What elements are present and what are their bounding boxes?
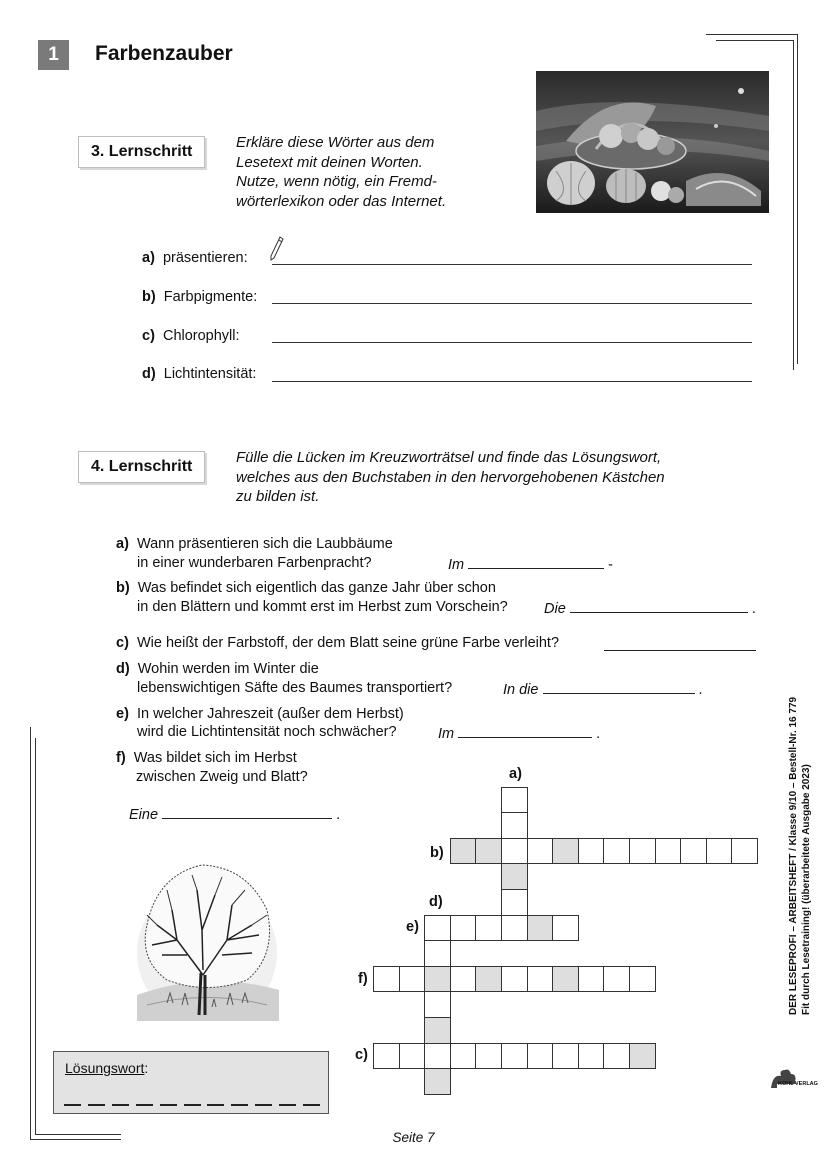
crossword-cell[interactable] bbox=[706, 838, 732, 864]
crossword-cell[interactable] bbox=[629, 966, 656, 992]
question-a-line2 bbox=[137, 554, 372, 574]
definition-letter: b) bbox=[142, 289, 156, 305]
question-text: in einer wunderbaren Farbenpracht? bbox=[137, 555, 372, 571]
question-letter: a) bbox=[116, 536, 129, 552]
question-e bbox=[116, 705, 404, 725]
publisher-name: KOHL VERLAG bbox=[778, 1081, 818, 1087]
crossword-cell-highlighted[interactable] bbox=[552, 838, 579, 864]
question-text: in den Blättern und kommt erst im Herbst zum Vorschein? bbox=[137, 599, 508, 615]
crossword-cell[interactable] bbox=[578, 1043, 604, 1069]
publisher-logo bbox=[769, 1066, 818, 1092]
crossword-label-e: e) bbox=[406, 919, 419, 935]
step4-instruction-line: Fülle die Lücken im Kreuzworträtsel und finde das Lösungswort, bbox=[236, 449, 662, 466]
frame-right-line bbox=[797, 34, 798, 364]
crossword-cell[interactable] bbox=[399, 966, 425, 992]
crossword-cell[interactable] bbox=[501, 838, 528, 864]
answer-blank-d[interactable] bbox=[543, 679, 695, 694]
question-text: Was bildet sich im Herbst bbox=[133, 750, 297, 766]
solution-letter-slot[interactable] bbox=[64, 1104, 81, 1106]
page-number: Seite 7 bbox=[392, 1130, 435, 1145]
question-text: Wann präsentieren sich die Laubbäume bbox=[136, 536, 393, 552]
question-a bbox=[116, 535, 393, 555]
crossword-cell[interactable] bbox=[578, 838, 604, 864]
question-a-answer bbox=[448, 554, 613, 576]
crossword-cell-highlighted[interactable] bbox=[424, 1068, 451, 1095]
question-text: wird die Lichtintensität noch schwächer? bbox=[137, 724, 397, 740]
definition-label-d bbox=[142, 366, 256, 382]
solution-letter-slot[interactable] bbox=[160, 1104, 177, 1106]
step4-instruction-line: welches aus den Buchstaben in den hervorgehobenen Kästchen bbox=[236, 468, 665, 486]
crossword-cell[interactable] bbox=[527, 966, 553, 992]
solution-letter-slot[interactable] bbox=[184, 1104, 201, 1106]
frame-left-line-inner bbox=[35, 738, 36, 1135]
crossword-label-a: a) bbox=[509, 766, 522, 782]
crossword-cell[interactable] bbox=[450, 915, 476, 941]
question-letter: e) bbox=[116, 706, 129, 722]
solution-letter-slot[interactable] bbox=[207, 1104, 224, 1106]
step4-instruction bbox=[236, 448, 665, 507]
crossword-cell[interactable] bbox=[655, 838, 681, 864]
answer-blank-c[interactable] bbox=[604, 650, 756, 651]
answer-line-a[interactable] bbox=[272, 264, 752, 265]
crossword-cell[interactable] bbox=[680, 838, 707, 864]
side-publication-info bbox=[787, 697, 813, 1015]
step4-instruction-line: zu bilden ist. bbox=[236, 488, 320, 505]
definition-term: präsentieren: bbox=[162, 250, 248, 266]
question-text: Was befindet sich eigentlich das ganze Jahr über schon bbox=[137, 580, 496, 596]
question-f-answer bbox=[129, 804, 340, 826]
definition-letter: a) bbox=[142, 250, 155, 266]
crossword-cell-highlighted[interactable] bbox=[424, 966, 451, 992]
question-letter: d) bbox=[116, 661, 130, 677]
crossword-cell-highlighted[interactable] bbox=[424, 1017, 451, 1044]
question-b bbox=[116, 579, 496, 599]
step3-instruction-line: Lesetext mit deinen Worten. bbox=[236, 153, 423, 171]
chapter-number: 1 bbox=[38, 40, 69, 70]
solution-letter-slot[interactable] bbox=[88, 1104, 105, 1106]
crossword-label-d: d) bbox=[429, 894, 443, 910]
solution-letter-slot[interactable] bbox=[112, 1104, 129, 1106]
solution-label-colon: : bbox=[144, 1060, 149, 1076]
pencil-icon bbox=[270, 236, 284, 267]
question-letter: b) bbox=[116, 580, 130, 596]
question-text: In welcher Jahreszeit (außer dem Herbst) bbox=[136, 706, 404, 722]
crossword-cell-highlighted[interactable] bbox=[629, 1043, 656, 1069]
crossword-cell[interactable] bbox=[373, 1043, 400, 1069]
answer-suffix: . bbox=[751, 601, 756, 617]
crossword-cell[interactable] bbox=[629, 838, 656, 864]
crossword-cell-highlighted[interactable] bbox=[475, 838, 502, 864]
frame-left-line bbox=[30, 727, 31, 1140]
crossword-label-f: f) bbox=[358, 971, 368, 987]
solution-box bbox=[53, 1051, 329, 1114]
answer-blank-b[interactable] bbox=[570, 598, 748, 613]
crossword-cell[interactable] bbox=[501, 812, 528, 839]
definition-letter: c) bbox=[142, 328, 155, 344]
step3-instruction-line: Erkläre diese Wörter aus dem bbox=[236, 134, 435, 151]
question-e-line2 bbox=[137, 723, 397, 743]
solution-label bbox=[65, 1060, 148, 1076]
solution-letter-slot[interactable] bbox=[303, 1104, 320, 1106]
crossword-cell[interactable] bbox=[424, 940, 451, 967]
solution-letter-slot[interactable] bbox=[231, 1104, 248, 1106]
crossword-cell[interactable] bbox=[424, 915, 451, 941]
side-line-1: DER LESEPROFI – ARBEITSHEFT / Klasse 9/10 – Bestell-Nr. 16 779 bbox=[788, 696, 799, 1015]
question-d bbox=[116, 660, 319, 680]
crossword-cell[interactable] bbox=[578, 966, 604, 992]
question-b-line2 bbox=[137, 598, 508, 618]
question-f bbox=[116, 749, 297, 769]
crossword-cell-highlighted[interactable] bbox=[527, 915, 553, 941]
question-letter: f) bbox=[116, 750, 126, 766]
answer-line-d[interactable] bbox=[272, 381, 752, 382]
crossword-cell-highlighted[interactable] bbox=[552, 966, 579, 992]
crossword-cell[interactable] bbox=[475, 915, 502, 941]
definition-label-c bbox=[142, 328, 240, 344]
definition-term: Chlorophyll: bbox=[162, 328, 240, 344]
crossword-cell[interactable] bbox=[603, 838, 630, 864]
step3-instruction-line: Nutze, wenn nötig, ein Fremd- bbox=[236, 173, 437, 190]
definition-letter: d) bbox=[142, 366, 156, 382]
answer-suffix: . bbox=[698, 682, 703, 698]
crossword-cell[interactable] bbox=[399, 1043, 425, 1069]
answer-blank-a[interactable] bbox=[468, 554, 604, 569]
crossword-cell[interactable] bbox=[450, 966, 476, 992]
crossword-cell[interactable] bbox=[603, 1043, 630, 1069]
crossword-cell[interactable] bbox=[552, 1043, 579, 1069]
answer-prefix: Eine bbox=[129, 807, 159, 823]
crossword-cell[interactable] bbox=[501, 889, 528, 916]
answer-blank-e[interactable] bbox=[458, 723, 592, 738]
solution-label-text: Lösungswort bbox=[65, 1060, 145, 1076]
crossword-cell[interactable] bbox=[424, 991, 451, 1018]
step3-label: 3. Lernschritt bbox=[78, 136, 205, 168]
frame-top-line-inner bbox=[716, 40, 794, 41]
answer-suffix: - bbox=[608, 557, 614, 573]
frame-top-line bbox=[706, 34, 798, 35]
frame-right-line-inner bbox=[793, 40, 794, 370]
step3-instruction-line: wörterlexikon oder das Internet. bbox=[236, 192, 447, 210]
crossword-cell[interactable] bbox=[501, 915, 528, 941]
crossword-cell-highlighted[interactable] bbox=[501, 863, 528, 890]
answer-suffix: . bbox=[336, 807, 341, 823]
crossword-label-b: b) bbox=[430, 845, 444, 861]
question-e-answer bbox=[438, 723, 600, 745]
solution-letter-slot[interactable] bbox=[255, 1104, 272, 1106]
crossword-cell[interactable] bbox=[424, 1043, 451, 1069]
question-letter: c) bbox=[116, 635, 129, 651]
crossword-cell[interactable] bbox=[501, 966, 528, 992]
answer-line-c[interactable] bbox=[272, 342, 752, 343]
side-line-2: Fit durch Lesetraining! (überarbeitete Ausgabe 2023) bbox=[801, 764, 812, 1015]
solution-letter-slot[interactable] bbox=[279, 1104, 296, 1106]
question-d-line2 bbox=[137, 679, 452, 699]
crossword-cell[interactable] bbox=[450, 1043, 476, 1069]
definition-label-a bbox=[142, 250, 248, 266]
page-title: Farbenzauber bbox=[95, 42, 233, 65]
tree-illustration bbox=[127, 855, 283, 1021]
crossword-cell-highlighted[interactable] bbox=[475, 966, 502, 992]
autumn-harvest-image bbox=[536, 71, 769, 213]
crossword-cell[interactable] bbox=[731, 838, 758, 864]
question-b-answer bbox=[544, 598, 756, 620]
definition-term: Farbpigmente: bbox=[163, 289, 258, 305]
question-d-answer bbox=[503, 679, 703, 701]
step3-instruction bbox=[236, 133, 446, 211]
answer-prefix: Im bbox=[438, 726, 455, 742]
question-text: zwischen Zweig und Blatt? bbox=[136, 769, 308, 785]
crossword-cell-highlighted[interactable] bbox=[450, 838, 476, 864]
answer-suffix: . bbox=[596, 726, 601, 742]
definition-term: Lichtintensität: bbox=[163, 366, 257, 382]
crossword-cell[interactable] bbox=[527, 1043, 553, 1069]
answer-prefix: Im bbox=[448, 557, 465, 573]
crossword-cell[interactable] bbox=[603, 966, 630, 992]
crossword-cell[interactable] bbox=[373, 966, 400, 992]
crossword-cell[interactable] bbox=[475, 1043, 502, 1069]
answer-prefix: In die bbox=[503, 682, 539, 698]
crossword-cell[interactable] bbox=[552, 915, 579, 941]
answer-prefix: Die bbox=[544, 601, 566, 617]
crossword-label-c: c) bbox=[355, 1047, 368, 1063]
step4-label: 4. Lernschritt bbox=[78, 451, 205, 483]
crossword-cell[interactable] bbox=[501, 787, 528, 813]
crossword-cell[interactable] bbox=[501, 1043, 528, 1069]
question-c bbox=[116, 634, 559, 654]
definition-label-b bbox=[142, 289, 257, 305]
answer-line-b[interactable] bbox=[272, 303, 752, 304]
crossword-cell[interactable] bbox=[527, 838, 553, 864]
solution-letter-slot[interactable] bbox=[136, 1104, 153, 1106]
question-f-line2 bbox=[136, 768, 308, 788]
question-text: Wie heißt der Farbstoff, der dem Blatt seine grüne Farbe verleiht? bbox=[136, 635, 560, 651]
question-text: lebenswichtigen Säfte des Baumes transportiert? bbox=[137, 680, 453, 696]
answer-blank-f[interactable] bbox=[162, 804, 332, 819]
question-text: Wohin werden im Winter die bbox=[137, 661, 319, 677]
